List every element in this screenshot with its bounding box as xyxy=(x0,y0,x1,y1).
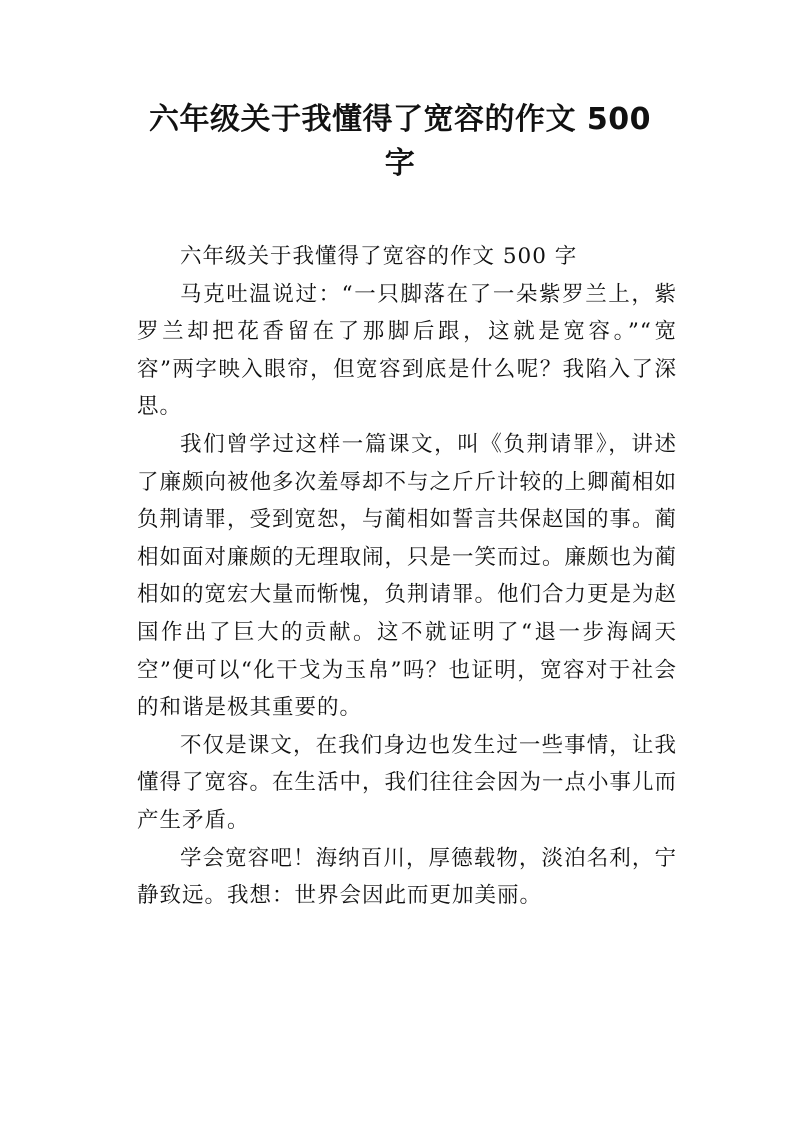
document-title-line-1: 六年级关于我懂得了宽容的作文 500 xyxy=(148,102,652,137)
paragraph-subtitle: 六年级关于我懂得了宽容的作文 500 字 xyxy=(180,244,578,269)
paragraph-conclusion: 学会宽容吧！海纳百川，厚德载物，淡泊名利，宁静致远。我想：世界会因此而更加美丽。 xyxy=(137,845,677,909)
paragraph-quote: 马克吐温说过：“一只脚落在了一朵紫罗兰上，紫罗兰却把花香留在了那脚后跟，这就是宽容。”“宽容”两字映入眼帘，但宽容到底是什么呢？我陷入了深思。 xyxy=(137,281,677,420)
document-body xyxy=(137,238,677,915)
document-title-line-2: 字 xyxy=(384,146,416,181)
paragraph-daily-life: 不仅是课文，在我们身边也发生过一些事情，让我懂得了宽容。在生活中，我们往往会因为一点小事儿而产生矛盾。 xyxy=(137,732,678,833)
paragraph-story: 我们曾学过这样一篇课文，叫《负荆请罪》，讲述了廉颇向被他多次羞辱却不与之斤斤计较的上卿蔺相如负荆请罪，受到宽恕，与蔺相如誓言共保赵国的事。蔺相如面对廉颇的无理取闹，只是一笑而过。廉颇也为蔺相如的宽宏大量而惭愧，负荆请罪。他们合力更是为赵国作出了巨大的贡献。这不就证明了“退一步海阔天空”便可以“化干戈为玉帛”吗？也证明，宽容对于社会的和谐是极其重要的。 xyxy=(137,431,678,721)
document-title xyxy=(130,98,670,186)
